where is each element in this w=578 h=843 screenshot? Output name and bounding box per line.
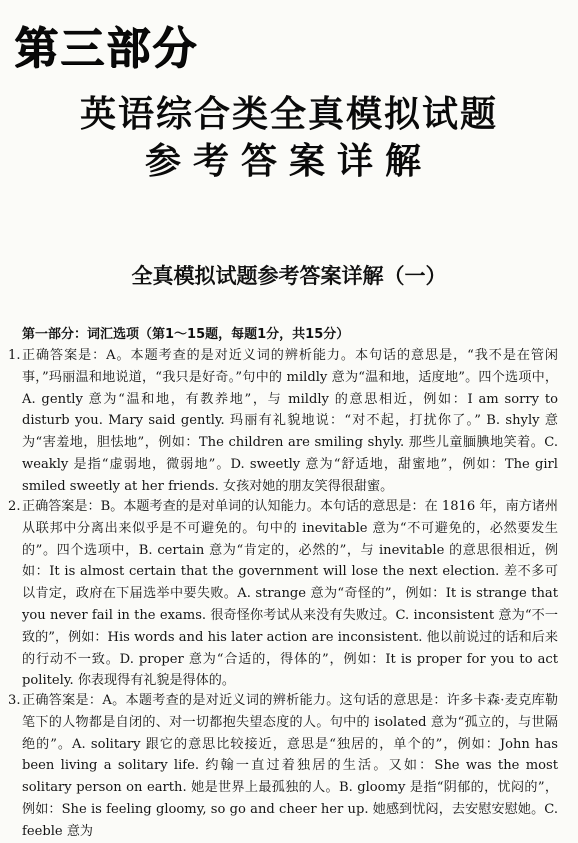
answer-text: 正确答案是：A。本题考查的是对近义词的辨析能力。本句话的意思是，“我不是在管闲事，”玛丽温和地说道，“我只是好奇。”句中的 mildly 意为“温和地，适度地”。四个选项中，A. gently 意为“温和地，有教养地”，与 mildly 的意思相近，例如：I am sorry to disturb you. Mary said gently. 玛丽有礼貌地说：“对不起，打扰你了。” B. shyly 意为“害羞地，胆怯地”，例如：The children are smiling shyly. 那些儿童腼腆地笑着。C. weakly 是指“虚弱地，微弱地”。D. sweetly 意为“舒适地，甜蜜地”，例如：The girl smiled sweetly at her friends. 女孩对她的朋友笑得很甜蜜。 <box>22 348 558 494</box>
part-heading: 第三部分 <box>14 23 198 74</box>
answer-item-1 <box>8 345 558 498</box>
answer-text: 正确答案是：A。本题考查的是对近义词的辨析能力。这句话的意思是：许多卡森·麦克库勒笔下的人物都是自闭的、对一切都抱失望态度的人。句中的 isolated 意为“孤立的，与世隔绝的”。A. solitary 跟它的意思比较接近，意思是“独居的，单个的”，例如：John has been living a solitary life. 约翰一直过着独居的生活。又如：She was the most solitary person on earth. 她是世界上最孤独的人。B. gloomy 是指“阴郁的，忧闷的”，例如：She is feeling gloomy, so go and cheer her up. 她感到忧闷，去安慰安慰她。C. feeble 意为 <box>22 693 558 839</box>
answer-number: 1. <box>8 348 21 363</box>
answer-text: 正确答案是：B。本题考查的是对单词的认知能力。本句话的意思是：在 1816 年，南方诸州从联邦中分离出来似乎是不可避免的。句中的 inevitable 意为“不可避免的，必然要发生的”。四个选项中，B. certain 意为“肯定的，必然的”，与 inevitable 的意思很相近，例如：It is almost certain that the government will lose the next election. 差不多可以肯定，政府在下届选举中要失败。A. strange 意为“奇怪的”，例如：It is strange that you never fail in the exams. 很奇怪你考试从来没有失败过。C. inconsistent 意为“不一致的”，例如：His words and his later action are inconsistent. 他以前说过的话和后来的行动不一致。D. proper 意为“合适的，得体的”，例如：It is proper for you to act politely. 你表现得有礼貌是得体的。 <box>22 499 558 689</box>
answer-number: 3. <box>8 693 21 708</box>
title-line-2: 参考答案详解 <box>144 141 433 182</box>
subtitle: 全真模拟试题参考答案详解（一） <box>131 264 447 288</box>
answer-item-2 <box>8 496 558 692</box>
answer-number: 2. <box>8 499 21 514</box>
section-heading: 第一部分：词汇选项（第1～15题，每题1分，共15分） <box>22 327 350 342</box>
title-line-1: 英语综合类全真模拟试题 <box>79 94 498 135</box>
